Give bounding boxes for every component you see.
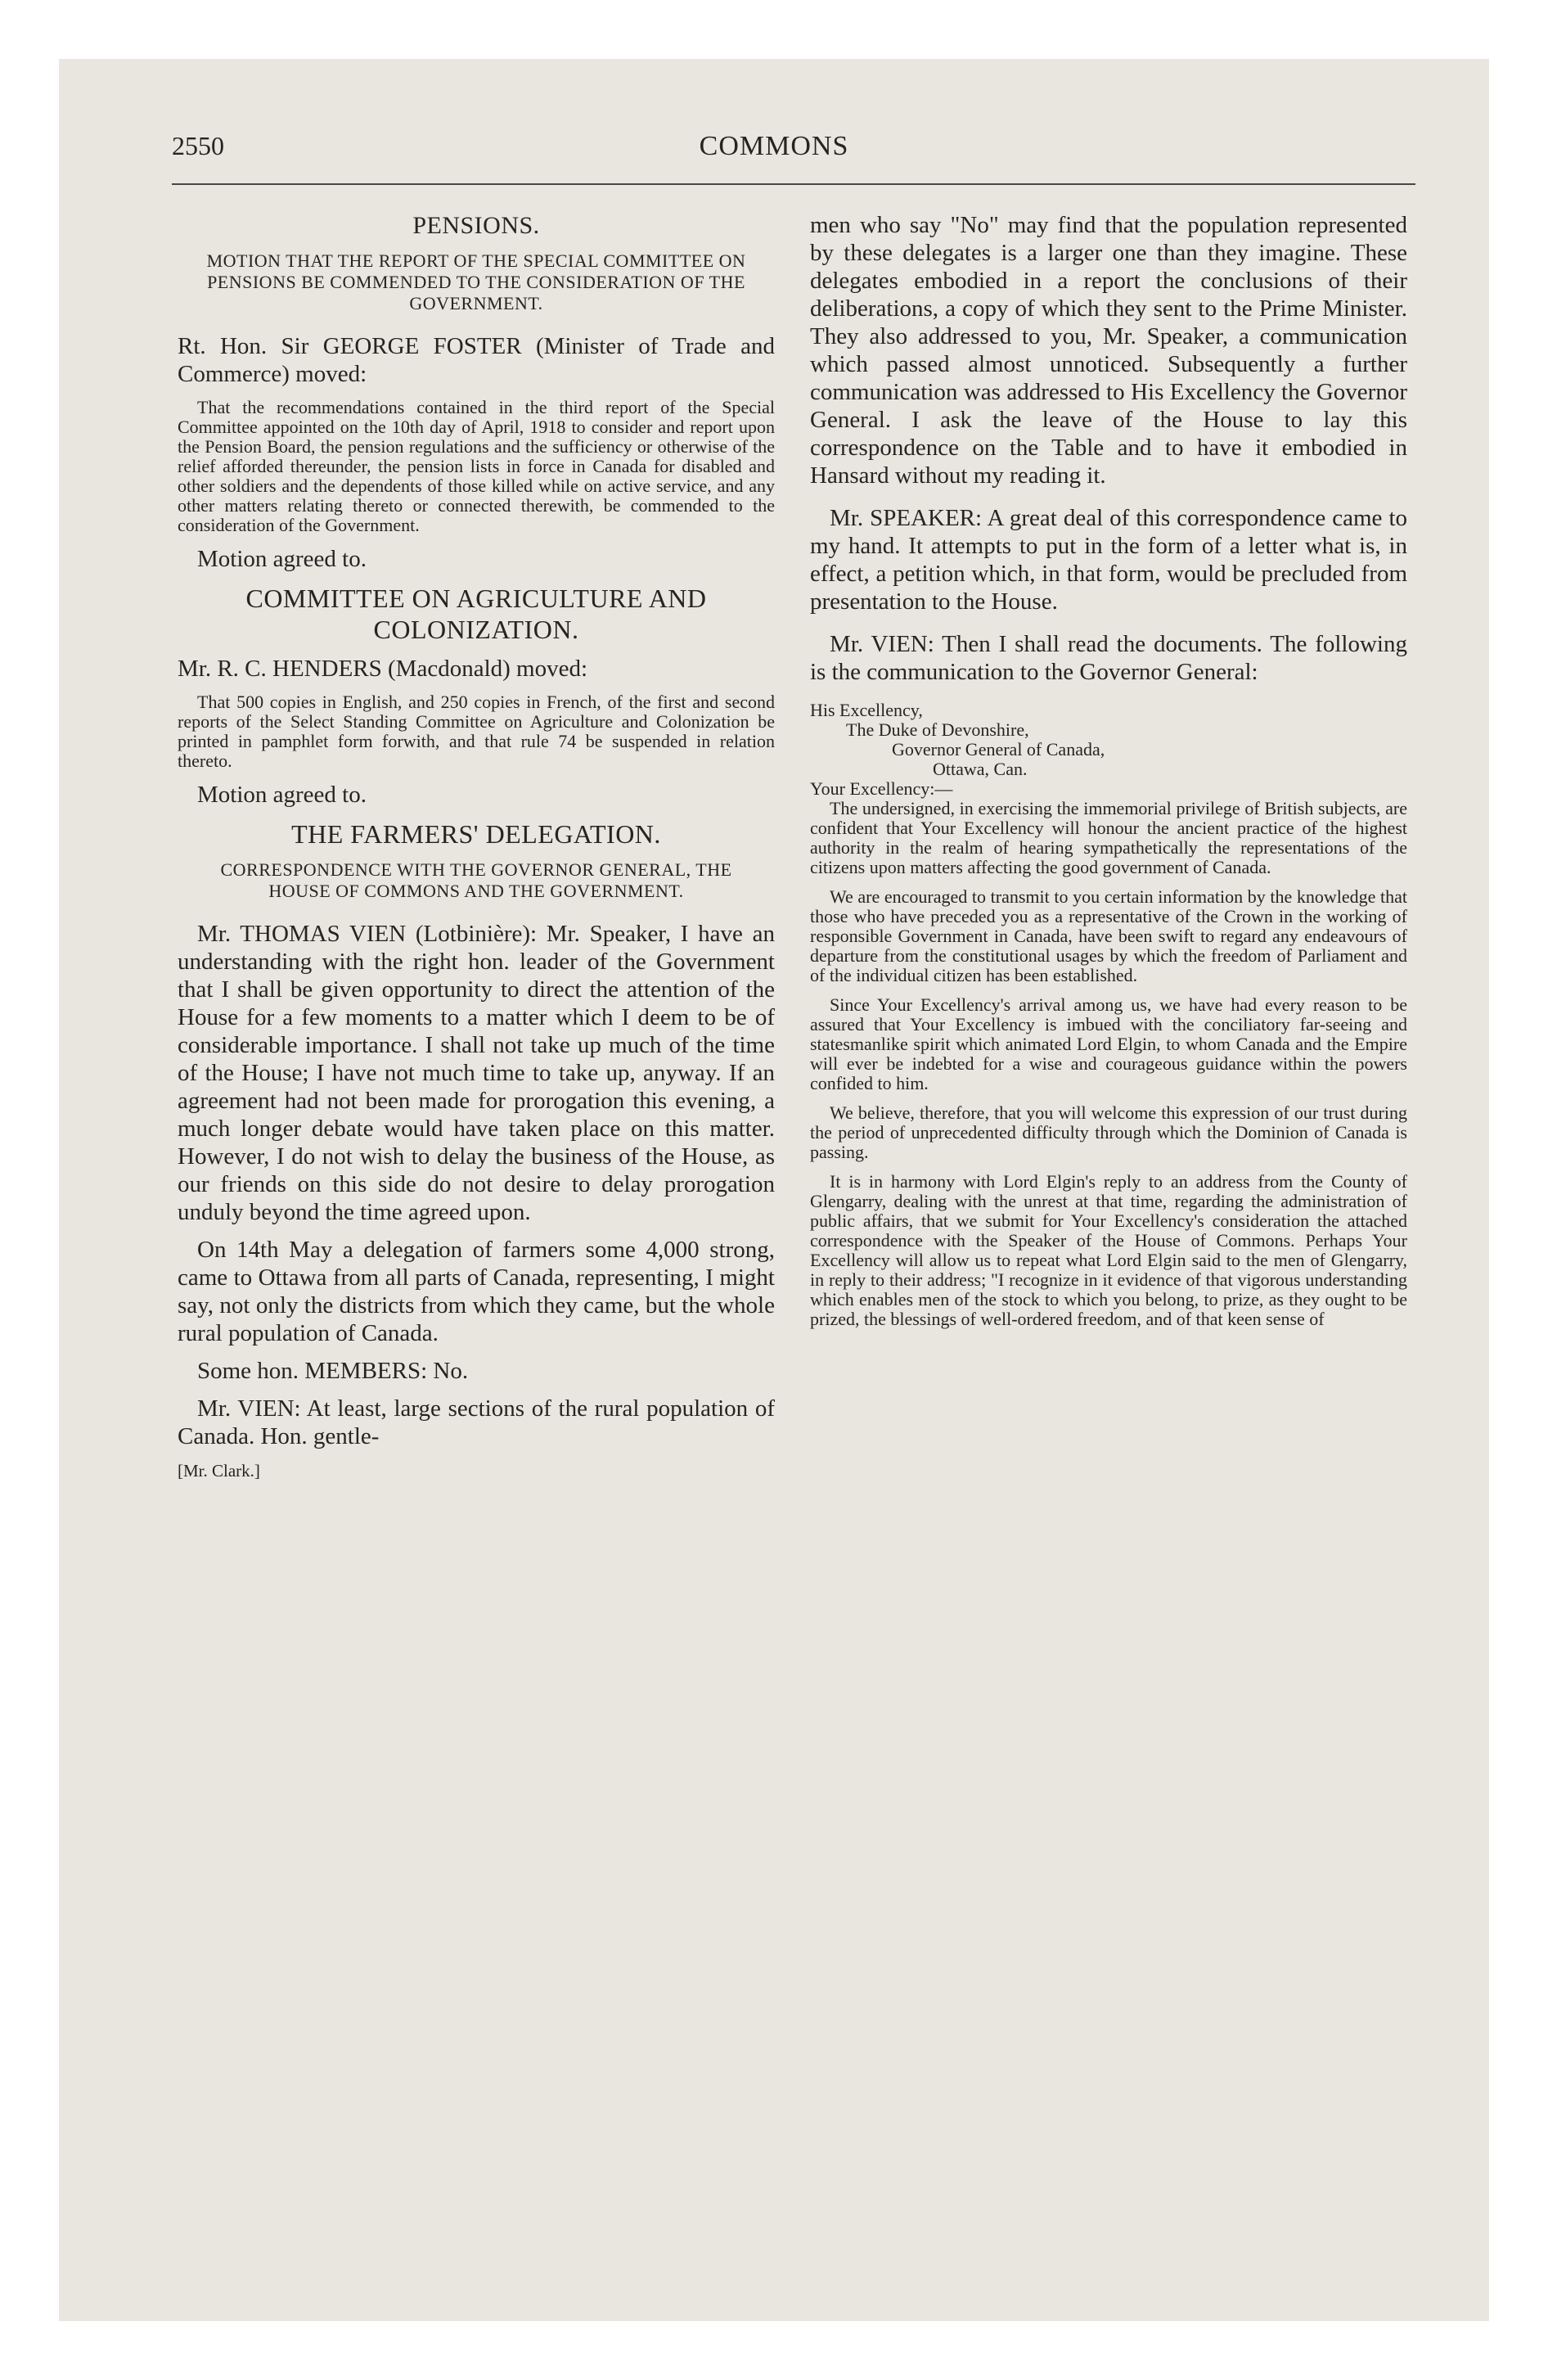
letter-paragraph: The undersigned, in exercising the immemorial privilege of British subjects, are confident that Your Excellency will honour the ancient practice of the highest authority in the realm of hearing sympathetically the representations of the citizens upon matters affecting the good government of Canada. <box>810 798 1407 877</box>
continued-paragraph: men who say "No" may find that the population represented by these delegates is a larger one than they imagine. These delegates embodied in a report the conclusions of their deliberations, a copy of which they sent to the Prime Minister. They also addressed to you, Mr. Speaker, a communication which passed almost unnoticed. Subsequently a further communication was addressed to His Excellency the Governor General. I ask the leave of the House to lay this correspondence on the Table and to have it embodied in Hansard without my reading it. <box>810 212 1407 489</box>
letter-paragraph: It is in harmony with Lord Elgin's reply to an address from the County of Glengarry, dealing with the unrest at that time, regarding the administration of public affairs, that we submit for Your Excellency's consideration the attached correspondence with the Speaker of the House of Commons. Perhaps Your Excellency will allow us to repeat what Lord Elgin said to the men of Glengarry, in reply to their address; "I recognize in it evidence of that vigorous understanding which enables men of the stock to which you belong, to prize, as they ought to be prized, the blessings of well-ordered freedom, and of that keen sense of <box>810 1171 1407 1329</box>
letter-paragraph: Since Your Excellency's arrival among us, we have had every reason to be assured that Your Excellency is imbued with the conciliatory far-seeing and statesmanlike spirit which animated Lord Elgin, to whom Canada and the Empire will ever be indebted for a wise and courageous guidance within the powers confided to him. <box>810 994 1407 1093</box>
farmers-subheading: CORRESPONDENCE WITH THE GOVERNOR GENERAL, THE HOUSE OF COMMONS AND THE GOVERNMENT. <box>220 859 732 901</box>
letter-body <box>810 799 1407 1329</box>
letter-salutation: Your Excellency:— <box>810 778 953 799</box>
address-line: Governor General of Canada, <box>892 739 1105 760</box>
speaker-ruling: Mr. SPEAKER: A great deal of this correspondence came to my hand. It attempts to put in the form of a letter what is, in effect, a petition which, in that form, would be precluded from presentation to the House. <box>810 505 1407 615</box>
pensions-heading: PENSIONS. <box>412 212 540 239</box>
pensions-mover: Rt. Hon. Sir GEORGE FOSTER (Minister of Trade and Commerce) moved: <box>178 333 775 387</box>
vien-reply-paragraph: Mr. VIEN: At least, large sections of the rural population of Canada. Hon. gentle- <box>178 1395 775 1449</box>
running-title: COMMONS <box>699 131 849 161</box>
address-line: His Excellency, <box>810 700 923 720</box>
letter-paragraph: We believe, therefore, that you will welcome this expression of our trust during the period of unprecedented difficulty through which the Dominion of Canada is passing. <box>810 1102 1407 1162</box>
vien-documents-paragraph: Mr. VIEN: Then I shall read the documents. The following is the communication to the Governor General: <box>810 631 1407 685</box>
vien-speech-paragraph: Mr. THOMAS VIEN (Lotbinière): Mr. Speaker, I have an understanding with the right hon. leader of the Government that I shall be given opportunity to direct the attention of the House for a few moments to a matter which I deem to be of considerable importance. I shall not take up much of the time of the House; I have not much time to take up, anyway. If an agreement had not been made for prorogation this evening, a much longer debate would have taken place on this matter. However, I do not wish to delay the business of the House, as our friends on this side do not desire to delay prorogation unduly beyond the time agreed upon. <box>178 921 775 1225</box>
agriculture-mover: Mr. R. C. HENDERS (Macdonald) moved: <box>178 656 588 682</box>
address-line: The Duke of Devonshire, <box>846 719 1029 740</box>
address-line: Ottawa, Can. <box>933 759 1028 779</box>
left-column <box>178 211 775 1481</box>
pensions-motion-text: That the recommendations contained in the third report of the Special Committee appointed on the 10th day of April, 1918 to consider and report upon the Pension Board, the pension regulations and the sufficiency or otherwise of the relief afforded thereunder, the pension lists in force in Canada for disabled and other soldiers and the dependents of those killed while on active service, and any other matters relating thereto or connected therewith, be commended to the consideration of the Government. <box>178 397 775 535</box>
farmers-heading: THE FARMERS' DELEGATION. <box>291 819 661 849</box>
pensions-subheading: MOTION THAT THE REPORT OF THE SPECIAL COMMITTEE ON PENSIONS BE COMMENDED TO THE CONSIDERATION OF THE GOVERNMENT. <box>206 250 746 313</box>
members-interjection: Some hon. MEMBERS: No. <box>197 1358 469 1384</box>
speaker-note: [Mr. Clark.] <box>178 1461 260 1481</box>
delegation-paragraph: On 14th May a delegation of farmers some 4,000 strong, came to Ottawa from all parts of Canada, representing, I might say, not only the districts from which they came, but the whole rural population of Canada. <box>178 1237 775 1346</box>
letter-paragraph: We are encouraged to transmit to you certain information by the knowledge that those who have preceded you as a representative of the Crown in the working of responsible Government in Canada, have been swift to regard any endeavours of departure from the constitutional usages by which the freedom of Parliament and of the individual citizen has been established. <box>810 886 1407 985</box>
agriculture-motion-text: That 500 copies in English, and 250 copies in French, of the first and second reports of the Select Standing Committee on Agriculture and Colonization be printed in pamphlet form forwith, and that rule 74 be suspended in relation thereto. <box>178 692 775 771</box>
letter-address-block <box>810 701 1407 799</box>
agriculture-heading: COMMITTEE ON AGRICULTURE AND COLONIZATION. <box>245 584 707 644</box>
page-sheet <box>59 59 1489 2321</box>
page-number: 2550 <box>172 131 224 160</box>
agriculture-agreed: Motion agreed to. <box>197 782 367 808</box>
header-rule <box>172 183 1415 185</box>
right-column <box>810 211 1407 1339</box>
pensions-agreed: Motion agreed to. <box>197 546 367 572</box>
